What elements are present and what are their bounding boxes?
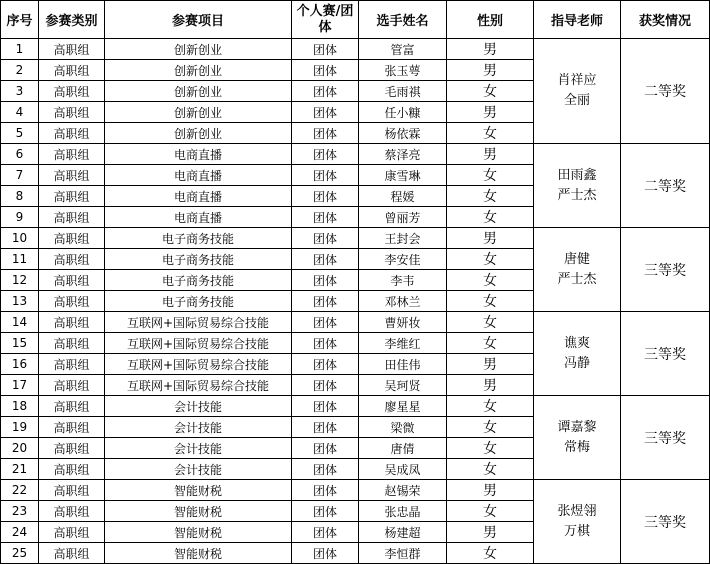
table-row — [1, 312, 710, 333]
type-cell: 团体 — [292, 354, 359, 375]
header-seq: 序号 — [1, 1, 39, 39]
category-cell: 高职组 — [39, 417, 105, 438]
category-cell: 高职组 — [39, 123, 105, 144]
type-cell: 团体 — [292, 270, 359, 291]
gender-cell: 男 — [447, 60, 534, 81]
type-cell: 团体 — [292, 312, 359, 333]
award-cell: 二等奖 — [621, 39, 710, 144]
project-cell: 互联网+国际贸易综合技能 — [105, 333, 292, 354]
teacher-cell — [534, 144, 621, 228]
header-gender: 性别 — [447, 1, 534, 39]
name-cell: 梁微 — [359, 417, 447, 438]
name-cell: 管富 — [359, 39, 447, 60]
seq-cell: 9 — [1, 207, 39, 228]
project-cell: 电子商务技能 — [105, 270, 292, 291]
name-cell: 程媛 — [359, 186, 447, 207]
header-name: 选手姓名 — [359, 1, 447, 39]
type-cell: 团体 — [292, 375, 359, 396]
name-cell: 曾丽芳 — [359, 207, 447, 228]
project-cell: 创新创业 — [105, 123, 292, 144]
award-cell: 三等奖 — [621, 396, 710, 480]
project-cell: 电商直播 — [105, 165, 292, 186]
gender-cell: 男 — [447, 102, 534, 123]
teacher-name: 谯爽 — [563, 335, 590, 351]
gender-cell: 男 — [447, 39, 534, 60]
table-row — [1, 144, 710, 165]
name-cell: 张玉萼 — [359, 60, 447, 81]
category-cell: 高职组 — [39, 39, 105, 60]
seq-cell: 14 — [1, 312, 39, 333]
seq-cell: 2 — [1, 60, 39, 81]
category-cell: 高职组 — [39, 312, 105, 333]
teacher-name: 张煜翎 — [557, 503, 597, 519]
type-cell: 团体 — [292, 438, 359, 459]
gender-cell: 女 — [447, 123, 534, 144]
gender-cell: 女 — [447, 207, 534, 228]
project-cell: 电子商务技能 — [105, 249, 292, 270]
seq-cell: 23 — [1, 501, 39, 522]
type-cell: 团体 — [292, 417, 359, 438]
name-cell: 唐倩 — [359, 438, 447, 459]
project-cell: 互联网+国际贸易综合技能 — [105, 312, 292, 333]
header-row — [1, 1, 710, 39]
header-award: 获奖情况 — [621, 1, 710, 39]
type-cell: 团体 — [292, 291, 359, 312]
type-cell: 团体 — [292, 396, 359, 417]
teacher-name: 冯静 — [563, 355, 590, 371]
seq-cell: 24 — [1, 522, 39, 543]
gender-cell: 女 — [447, 501, 534, 522]
table-row — [1, 480, 710, 501]
category-cell: 高职组 — [39, 102, 105, 123]
type-cell: 团体 — [292, 501, 359, 522]
category-cell: 高职组 — [39, 438, 105, 459]
category-cell: 高职组 — [39, 333, 105, 354]
gender-cell: 男 — [447, 480, 534, 501]
category-cell: 高职组 — [39, 480, 105, 501]
category-cell: 高职组 — [39, 249, 105, 270]
header-type: 个人赛/团体 — [292, 1, 359, 39]
seq-cell: 20 — [1, 438, 39, 459]
table-row — [1, 39, 710, 60]
project-cell: 创新创业 — [105, 102, 292, 123]
seq-cell: 21 — [1, 459, 39, 480]
teacher-name: 唐健 — [563, 251, 590, 267]
category-cell: 高职组 — [39, 270, 105, 291]
name-cell: 邓林兰 — [359, 291, 447, 312]
seq-cell: 16 — [1, 354, 39, 375]
teacher-name: 肖祥应 — [557, 73, 597, 88]
name-cell: 李恒群 — [359, 543, 447, 564]
name-cell: 李韦 — [359, 270, 447, 291]
table-row — [1, 396, 710, 417]
seq-cell: 12 — [1, 270, 39, 291]
category-cell: 高职组 — [39, 375, 105, 396]
seq-cell: 17 — [1, 375, 39, 396]
project-cell: 创新创业 — [105, 39, 292, 60]
project-cell: 电子商务技能 — [105, 228, 292, 249]
name-cell: 杨依霖 — [359, 123, 447, 144]
name-cell: 吴成凤 — [359, 459, 447, 480]
project-cell: 互联网+国际贸易综合技能 — [105, 354, 292, 375]
project-cell: 会计技能 — [105, 417, 292, 438]
gender-cell: 女 — [447, 333, 534, 354]
gender-cell: 女 — [447, 249, 534, 270]
seq-cell: 4 — [1, 102, 39, 123]
type-cell: 团体 — [292, 165, 359, 186]
seq-cell: 7 — [1, 165, 39, 186]
teacher-name: 田雨鑫 — [557, 167, 597, 183]
teacher-cell — [534, 480, 621, 564]
type-cell: 团体 — [292, 480, 359, 501]
name-cell: 王封会 — [359, 228, 447, 249]
gender-cell: 女 — [447, 270, 534, 291]
project-cell: 智能财税 — [105, 501, 292, 522]
category-cell: 高职组 — [39, 354, 105, 375]
teacher-cell — [534, 39, 621, 144]
project-cell: 电子商务技能 — [105, 291, 292, 312]
category-cell: 高职组 — [39, 186, 105, 207]
teacher-cell — [534, 312, 621, 396]
type-cell: 团体 — [292, 228, 359, 249]
name-cell: 李安佳 — [359, 249, 447, 270]
name-cell: 任小糠 — [359, 102, 447, 123]
teacher-cell — [534, 396, 621, 480]
teacher-name: 全丽 — [563, 93, 590, 108]
teacher-name: 严士杰 — [557, 271, 597, 287]
name-cell: 赵锡荣 — [359, 480, 447, 501]
name-cell: 田佳伟 — [359, 354, 447, 375]
name-cell: 吴珂贤 — [359, 375, 447, 396]
gender-cell: 女 — [447, 417, 534, 438]
gender-cell: 男 — [447, 375, 534, 396]
award-cell: 三等奖 — [621, 228, 710, 312]
project-cell: 电商直播 — [105, 186, 292, 207]
gender-cell: 女 — [447, 81, 534, 102]
award-cell: 三等奖 — [621, 312, 710, 396]
gender-cell: 女 — [447, 312, 534, 333]
seq-cell: 19 — [1, 417, 39, 438]
teacher-name: 万棋 — [563, 523, 590, 539]
teacher-name: 谭嘉黎 — [557, 419, 597, 435]
seq-cell: 3 — [1, 81, 39, 102]
type-cell: 团体 — [292, 144, 359, 165]
project-cell: 会计技能 — [105, 459, 292, 480]
type-cell: 团体 — [292, 60, 359, 81]
category-cell: 高职组 — [39, 459, 105, 480]
seq-cell: 8 — [1, 186, 39, 207]
category-cell: 高职组 — [39, 543, 105, 564]
seq-cell: 18 — [1, 396, 39, 417]
type-cell: 团体 — [292, 522, 359, 543]
seq-cell: 5 — [1, 123, 39, 144]
gender-cell: 男 — [447, 354, 534, 375]
project-cell: 创新创业 — [105, 60, 292, 81]
type-cell: 团体 — [292, 249, 359, 270]
project-cell: 会计技能 — [105, 396, 292, 417]
gender-cell: 男 — [447, 144, 534, 165]
name-cell: 廖星星 — [359, 396, 447, 417]
seq-cell: 22 — [1, 480, 39, 501]
gender-cell: 女 — [447, 291, 534, 312]
seq-cell: 1 — [1, 39, 39, 60]
header-teacher: 指导老师 — [534, 1, 621, 39]
gender-cell: 女 — [447, 543, 534, 564]
seq-cell: 25 — [1, 543, 39, 564]
type-cell: 团体 — [292, 207, 359, 228]
name-cell: 李维红 — [359, 333, 447, 354]
seq-cell: 6 — [1, 144, 39, 165]
award-cell: 二等奖 — [621, 144, 710, 228]
category-cell: 高职组 — [39, 81, 105, 102]
type-cell: 团体 — [292, 39, 359, 60]
gender-cell: 女 — [447, 438, 534, 459]
category-cell: 高职组 — [39, 396, 105, 417]
type-cell: 团体 — [292, 81, 359, 102]
table-row — [1, 228, 710, 249]
project-cell: 创新创业 — [105, 81, 292, 102]
seq-cell: 13 — [1, 291, 39, 312]
teacher-name: 严士杰 — [557, 187, 597, 203]
project-cell: 智能财税 — [105, 543, 292, 564]
project-cell: 智能财税 — [105, 522, 292, 543]
header-category: 参赛类别 — [39, 1, 105, 39]
type-cell: 团体 — [292, 333, 359, 354]
name-cell: 毛雨祺 — [359, 81, 447, 102]
category-cell: 高职组 — [39, 501, 105, 522]
gender-cell: 男 — [447, 522, 534, 543]
gender-cell: 女 — [447, 165, 534, 186]
category-cell: 高职组 — [39, 228, 105, 249]
header-project: 参赛项目 — [105, 1, 292, 39]
seq-cell: 11 — [1, 249, 39, 270]
name-cell: 康雪琳 — [359, 165, 447, 186]
name-cell: 杨建超 — [359, 522, 447, 543]
category-cell: 高职组 — [39, 60, 105, 81]
teacher-name: 常梅 — [563, 439, 590, 455]
category-cell: 高职组 — [39, 291, 105, 312]
type-cell: 团体 — [292, 123, 359, 144]
gender-cell: 女 — [447, 459, 534, 480]
type-cell: 团体 — [292, 543, 359, 564]
category-cell: 高职组 — [39, 165, 105, 186]
category-cell: 高职组 — [39, 207, 105, 228]
name-cell: 蔡泽亮 — [359, 144, 447, 165]
project-cell: 智能财税 — [105, 480, 292, 501]
gender-cell: 女 — [447, 186, 534, 207]
project-cell: 电商直播 — [105, 144, 292, 165]
seq-cell: 15 — [1, 333, 39, 354]
gender-cell: 女 — [447, 396, 534, 417]
project-cell: 电商直播 — [105, 207, 292, 228]
award-cell: 三等奖 — [621, 480, 710, 564]
name-cell: 张忠晶 — [359, 501, 447, 522]
project-cell: 互联网+国际贸易综合技能 — [105, 375, 292, 396]
category-cell: 高职组 — [39, 144, 105, 165]
category-cell: 高职组 — [39, 522, 105, 543]
name-cell: 曹妍妆 — [359, 312, 447, 333]
type-cell: 团体 — [292, 102, 359, 123]
teacher-cell — [534, 228, 621, 312]
type-cell: 团体 — [292, 459, 359, 480]
seq-cell: 10 — [1, 228, 39, 249]
gender-cell: 男 — [447, 228, 534, 249]
project-cell: 会计技能 — [105, 438, 292, 459]
type-cell: 团体 — [292, 186, 359, 207]
